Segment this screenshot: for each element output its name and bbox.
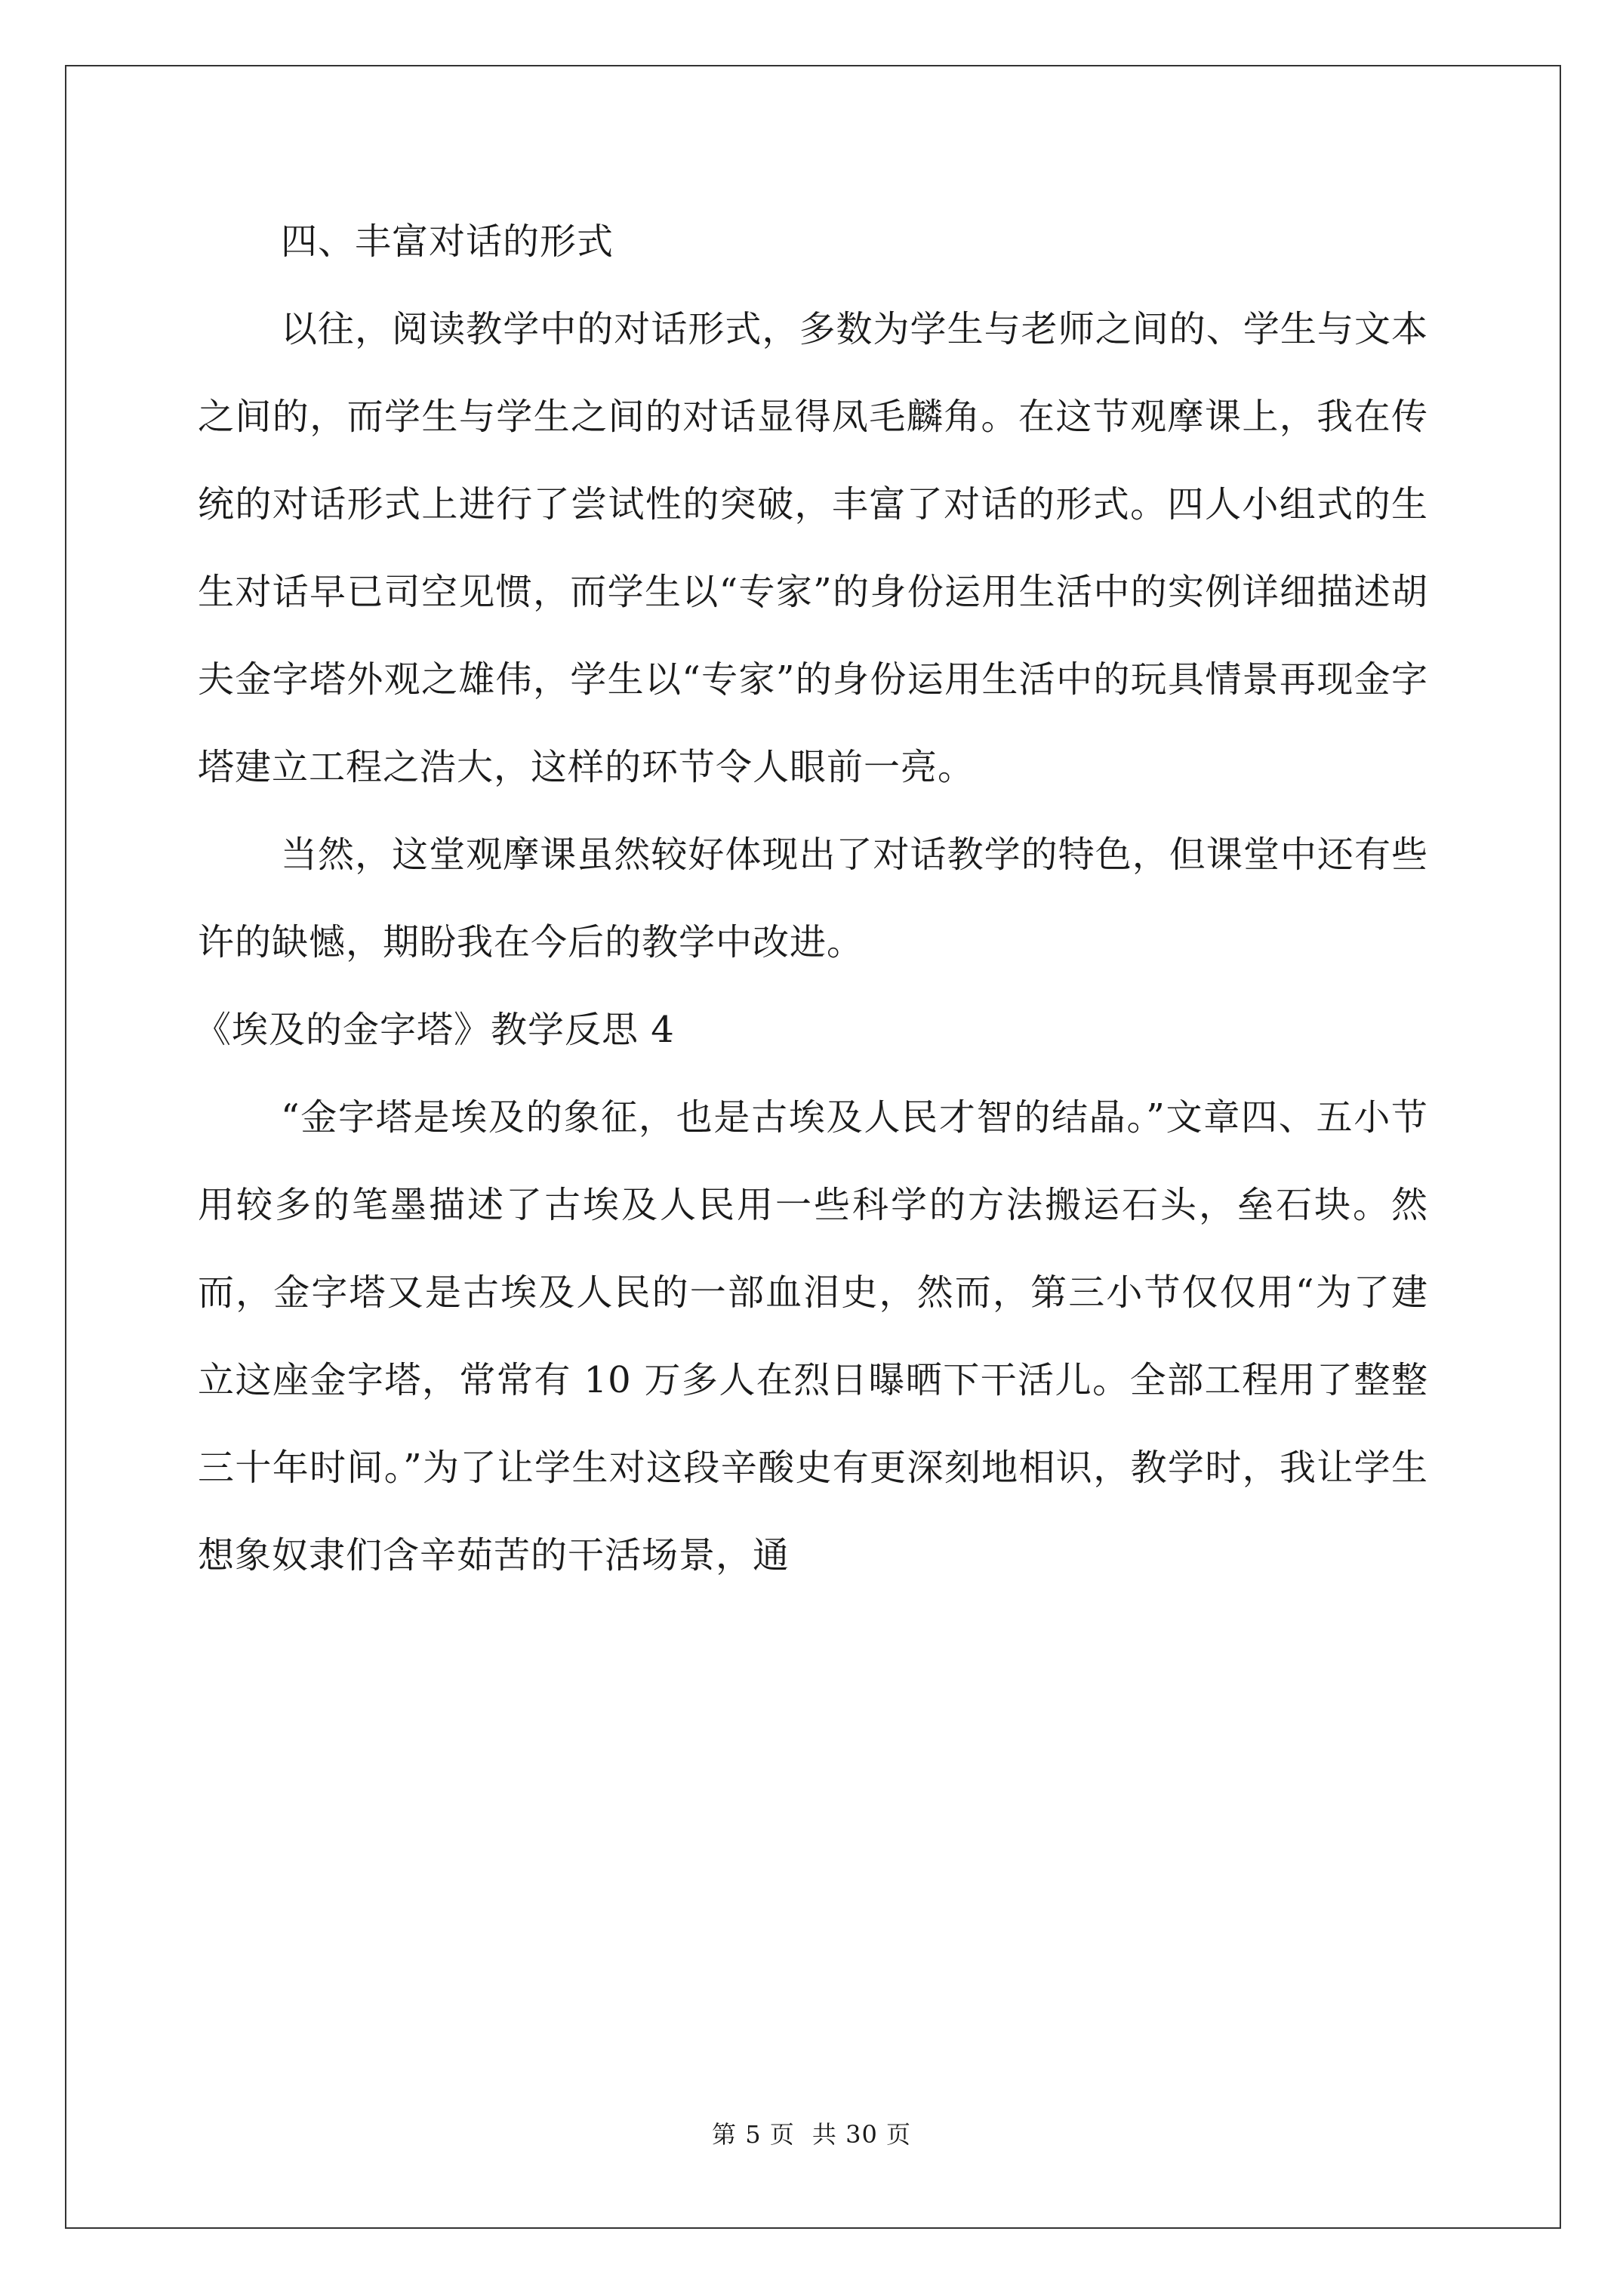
page-number: 第 5 页 (712, 2120, 795, 2149)
section-heading: 四、丰富对话的形式 (281, 220, 614, 263)
page-footer (0, 2116, 1623, 2150)
page-total: 共 30 页 (812, 2120, 911, 2149)
paragraph-pyramid-symbol: “金字塔是埃及的象征，也是古埃及人民才智的结晶。”文章四、五小节用较多的笔墨描述了古埃及人民用一些科学的方法搬运石头，垒石块。然而，金字塔又是古埃及人民的一部血泪史，然而，第三小节仅仅用“为了建立这座金字塔，常常有 10 万多人在烈日曝晒下干活儿。全部工程用了整整三十年时间。”为了让学生对这段辛酸史有更深刻地相识，教学时，我让学生想象奴隶们含辛茹苦的干活场景，通 (198, 1096, 1428, 1576)
document-title: 《埃及的金字塔》教学反思 4 (195, 1009, 675, 1051)
paragraph-shortcomings: 当然，这堂观摩课虽然较好体现出了对话教学的特色，但课堂中还有些许的缺憾，期盼我在今后的教学中改进。 (198, 834, 1428, 963)
paragraph-dialogue-forms: 以往，阅读教学中的对话形式，多数为学生与老师之间的、学生与文本之间的，而学生与学生之间的对话显得凤毛麟角。在这节观摩课上，我在传统的对话形式上进行了尝试性的突破，丰富了对话的形式。四人小组式的生生对话早已司空见惯，而学生以“专家”的身份运用生活中的实例详细描述胡夫金字塔外观之雄伟，学生以“专家”的身份运用生活中的玩具情景再现金字塔建立工程之浩大，这样的环节令人眼前一亮。 (198, 308, 1428, 788)
document-body (195, 198, 1428, 1599)
